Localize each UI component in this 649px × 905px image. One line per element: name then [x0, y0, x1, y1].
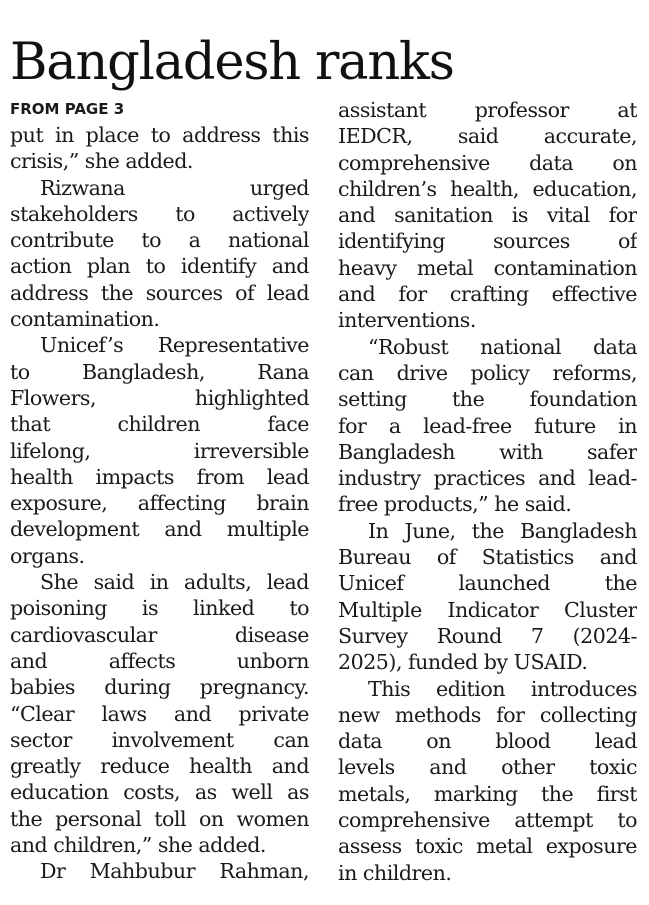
body-text-line: Survey Round 7 (2024- [338, 623, 637, 648]
body-text-line: In June, the Bangladesh [368, 518, 637, 543]
body-text-line: “Clear laws and private [10, 701, 309, 726]
continuation-kicker: FROM PAGE 3 [10, 100, 125, 118]
body-text-line: to Bangladesh, Rana [10, 359, 309, 384]
body-text-line: She said in adults, lead [40, 570, 309, 595]
body-text-line: for a lead-free future in [338, 413, 637, 438]
body-text-line: Multiple Indicator Cluster [338, 597, 637, 622]
body-text-line: address the sources of lead [10, 280, 309, 305]
body-text-line: action plan to identify and [10, 254, 309, 279]
body-text-line: Bangladesh with safer [338, 439, 637, 464]
body-text-line: Unicef’s Representative [40, 333, 309, 358]
body-text-line: in children. [338, 860, 452, 885]
body-text-line: comprehensive data on [338, 150, 637, 175]
body-text-line: and affects unborn [10, 648, 309, 673]
body-text-line: Bureau of Statistics and [338, 545, 637, 570]
body-text-line: free products,” he said. [338, 492, 572, 517]
body-text-line: levels and other toxic [338, 755, 637, 780]
body-text-line: sector involvement can [10, 727, 309, 752]
body-text-line: lifelong, irreversible [10, 438, 309, 463]
body-text-line: and children,” she added. [10, 833, 266, 858]
body-text-line: cardiovascular disease [10, 622, 309, 647]
body-text-line: identifying sources of [338, 229, 637, 254]
body-text-line: contribute to a national [10, 228, 309, 253]
body-text-line: comprehensive attempt to [338, 808, 637, 833]
body-text-line: health impacts from lead [10, 464, 309, 489]
body-text-line: heavy metal contamination [338, 255, 637, 280]
body-text-line: Flowers, highlighted [10, 385, 309, 410]
body-text-line: industry practices and lead- [338, 466, 637, 491]
body-text-line: put in place to address this [10, 123, 309, 147]
body-text-line: babies during pregnancy. [10, 675, 309, 700]
body-text-line: stakeholders to actively [10, 201, 309, 226]
left-column [10, 97, 309, 885]
body-text-line: Dr Mahbubur Rahman, [40, 859, 309, 884]
body-text-line: children’s health, education, [338, 176, 637, 201]
body-text-line: and sanitation is vital for [338, 203, 637, 228]
body-text-line: exposure, affecting brain [10, 491, 309, 516]
body-text-line: poisoning is linked to [10, 596, 309, 621]
body-text-line: 2025), funded by USAID. [338, 650, 588, 675]
body-text-line: and for crafting effective [338, 282, 637, 307]
body-text-line: data on blood lead [338, 729, 637, 754]
body-text-line: Unicef launched the [338, 571, 637, 596]
body-text-line: IEDCR, said accurate, [338, 124, 637, 149]
body-text-line: Rizwana urged [40, 175, 309, 200]
body-text-line: new methods for collecting [338, 702, 637, 727]
body-text-line: organs. [10, 543, 85, 568]
body-text-line: greatly reduce health and [10, 754, 309, 779]
body-text-line: setting the foundation [338, 387, 637, 412]
body-text-line: “Robust national data [368, 334, 637, 359]
body-text-line: assess toxic metal exposure [338, 834, 637, 859]
headline: Bangladesh ranks [10, 33, 454, 92]
body-text-line: assistant professor at [338, 98, 637, 122]
body-text-line: crisis,” she added. [10, 149, 193, 174]
body-text-line: This edition introduces [368, 676, 637, 701]
right-column [338, 97, 637, 886]
body-text-line: metals, marking the first [338, 781, 637, 806]
body-text-line: development and multiple [10, 517, 309, 542]
body-text-line: contamination. [10, 307, 160, 332]
body-text-line: education costs, as well as [10, 780, 309, 805]
body-text-line: interventions. [338, 308, 476, 333]
body-text-line: the personal toll on women [10, 806, 309, 831]
body-text-line: can drive policy reforms, [338, 360, 637, 385]
body-text-line: that children face [10, 412, 309, 437]
